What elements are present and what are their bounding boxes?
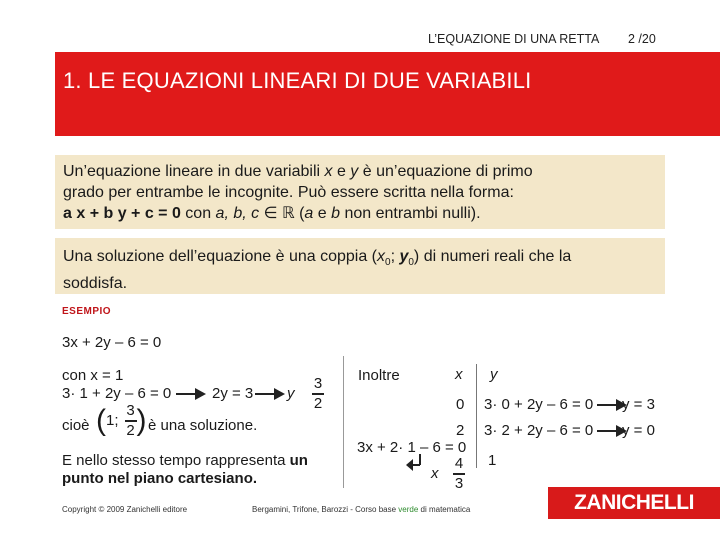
general-form: a x + b y + c = 0 [63, 205, 181, 222]
inoltre-label: Inoltre [358, 367, 400, 384]
cioe-label: cioè [62, 417, 90, 434]
solution-line-2: soddisfa. [63, 275, 128, 293]
column-x-header: x [455, 366, 463, 383]
row3-x-var: x [431, 465, 439, 482]
row1-x: 0 [456, 396, 465, 413]
row2-equation: 3· 2 + 2y – 6 = 0 [484, 422, 594, 439]
row2-result: y = 0 [622, 422, 655, 439]
solution-pair: ( 1; $\frac{3}{2}$ ) [96, 402, 147, 439]
table-divider [476, 364, 477, 468]
zanichelli-logo: ZANICHELLI [548, 487, 720, 519]
arrow-down-icon [405, 453, 427, 473]
definition-line-3: a x + b y + c = 0 con a, b, c ∈ ℝ (a e b non entrambi nulli). [63, 205, 481, 222]
example-step2: 2y = 3 [212, 385, 254, 402]
authors: Bergamini, Trifone, Barozzi - Corso base verde di matematica [252, 505, 471, 514]
column-y-header: y [490, 366, 498, 383]
row1-result: y = 3 [622, 396, 655, 413]
example-label: ESEMPIO [62, 306, 112, 317]
example-substitution: 3· 1 + 2y – 6 = 0 [62, 385, 172, 402]
row2-x: 2 [456, 422, 465, 439]
example-equation: 3x + 2y – 6 = 0 [62, 334, 162, 351]
arrow-icon [175, 387, 207, 401]
fraction-three-halves: 3 2 [313, 375, 323, 412]
definition-line-2: grado per entrambe le incognite. Può essere scritta nella forma: [63, 184, 514, 201]
slide-title: 1. LE EQUAZIONI LINEARI DI DUE VARIABILI [63, 68, 532, 93]
copyright: Copyright © 2009 Zanichelli editore [62, 505, 188, 514]
y-variable: y [287, 385, 295, 402]
arrow-icon [254, 387, 286, 401]
solution-line-1: Una soluzione dell’equazione è una coppia ($x_0$; $y_0$) di numeri reali che la [63, 248, 572, 269]
example-con-line: con x = 1 [62, 367, 124, 384]
solution-box [55, 238, 665, 294]
definition-box [55, 155, 665, 229]
row3-equation: 3x + 2· 1 – 6 = 0 [357, 439, 467, 456]
fraction-four-thirds: 4 3 [454, 455, 464, 492]
row3-y: 1 [488, 452, 497, 469]
divider [343, 356, 344, 488]
definition-line-1: Un’equazione lineare in due variabili x e y è un’equazione di primo [63, 163, 533, 180]
page-number: 2 /20 [628, 32, 656, 46]
row1-equation: 3· 0 + 2y – 6 = 0 [484, 396, 594, 413]
representation-text: E nello stesso tempo rappresenta un punto nel piano cartesiano. [62, 452, 308, 487]
header-title: L’EQUAZIONE DI UNA RETTA [428, 32, 600, 46]
title-band [55, 52, 720, 136]
solution-statement: è una soluzione. [148, 417, 258, 434]
